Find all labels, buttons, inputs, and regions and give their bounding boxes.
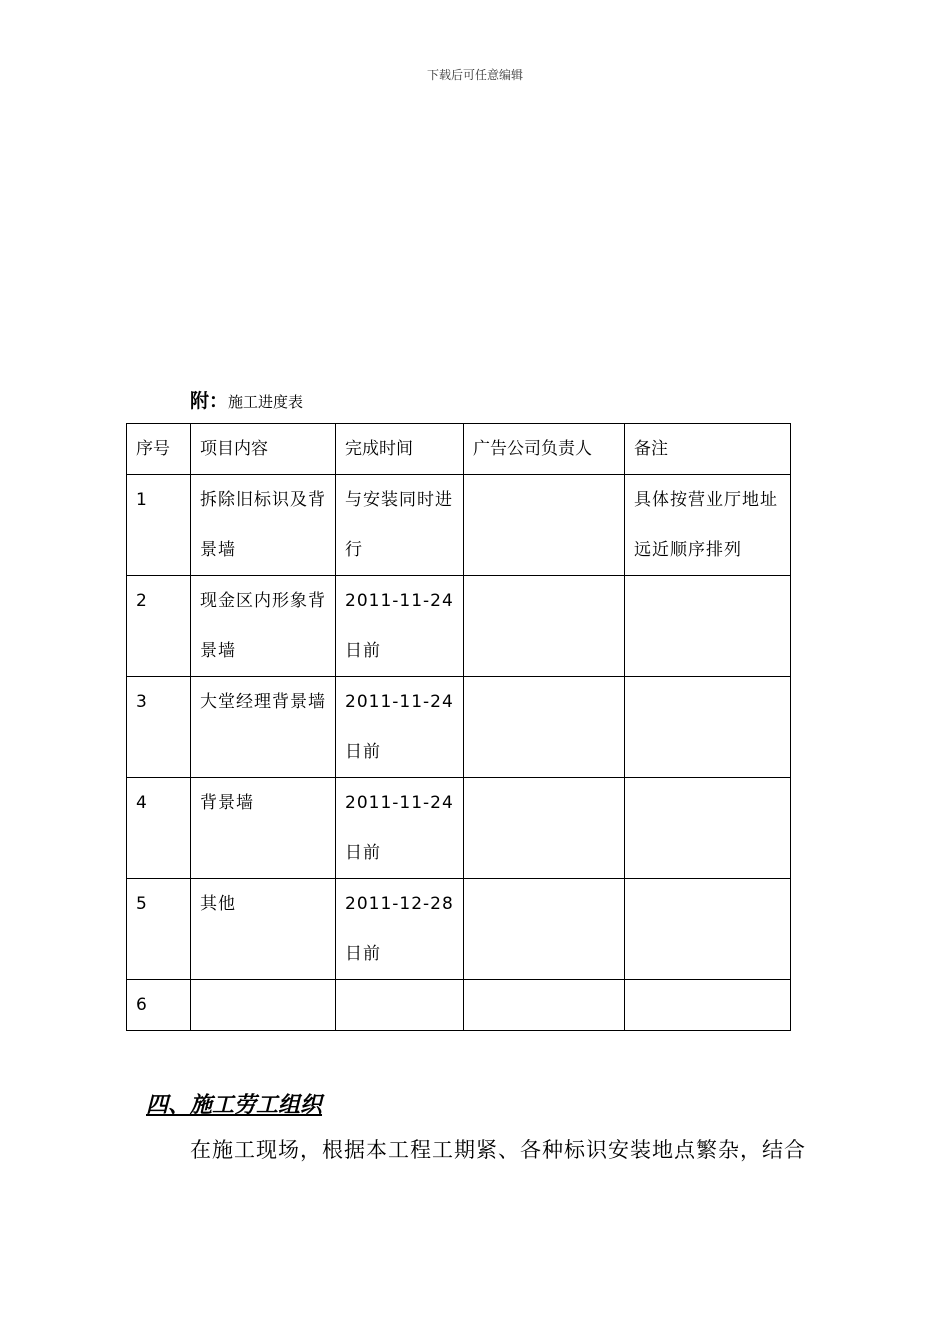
cell-item: 现金区内形象背景墙 (191, 576, 336, 677)
cell-item: 大堂经理背景墙 (191, 677, 336, 778)
section-heading: 四、施工劳工组织 (146, 1092, 323, 1118)
cell-index: 2 (127, 576, 191, 677)
col-header-item: 项目内容 (191, 424, 336, 475)
page-header-note: 下载后可任意编辑 (426, 68, 523, 82)
table-row (127, 879, 791, 980)
table-row (127, 980, 791, 1031)
cell-index: 4 (127, 778, 191, 879)
cell-remark (625, 879, 791, 980)
cell-owner (464, 677, 625, 778)
table-header-row (127, 424, 791, 475)
cell-remark (625, 677, 791, 778)
cell-item: 其他 (191, 879, 336, 980)
cell-item: 背景墙 (191, 778, 336, 879)
cell-remark: 具体按营业厅地址远近顺序排列 (625, 475, 791, 576)
appendix-title: 施工进度表 (228, 393, 304, 411)
cell-item (191, 980, 336, 1031)
table-row (127, 475, 791, 576)
cell-owner (464, 879, 625, 980)
cell-deadline: 2011-11-24日前 (336, 778, 464, 879)
col-header-owner: 广告公司负责人 (464, 424, 625, 475)
cell-owner (464, 576, 625, 677)
cell-deadline: 2011-12-28日前 (336, 879, 464, 980)
cell-item: 拆除旧标识及背景墙 (191, 475, 336, 576)
appendix-lead: 附： (190, 390, 229, 412)
cell-deadline: 2011-11-24日前 (336, 576, 464, 677)
cell-remark (625, 576, 791, 677)
table-row (127, 576, 791, 677)
cell-remark (625, 778, 791, 879)
body-paragraph: 在施工现场，根据本工程工期紧、各种标识安装地点繁杂，结合 (190, 1138, 806, 1162)
schedule-table (126, 423, 791, 1031)
cell-deadline: 与安装同时进行 (336, 475, 464, 576)
cell-owner (464, 475, 625, 576)
appendix-caption (190, 386, 303, 413)
col-header-index: 序号 (127, 424, 191, 475)
cell-deadline: 2011-11-24日前 (336, 677, 464, 778)
table-row (127, 677, 791, 778)
col-header-remark: 备注 (625, 424, 791, 475)
cell-deadline (336, 980, 464, 1031)
table-row (127, 778, 791, 879)
cell-index: 5 (127, 879, 191, 980)
col-header-deadline: 完成时间 (336, 424, 464, 475)
cell-index: 6 (127, 980, 191, 1031)
cell-index: 3 (127, 677, 191, 778)
cell-remark (625, 980, 791, 1031)
cell-index: 1 (127, 475, 191, 576)
cell-owner (464, 980, 625, 1031)
cell-owner (464, 778, 625, 879)
